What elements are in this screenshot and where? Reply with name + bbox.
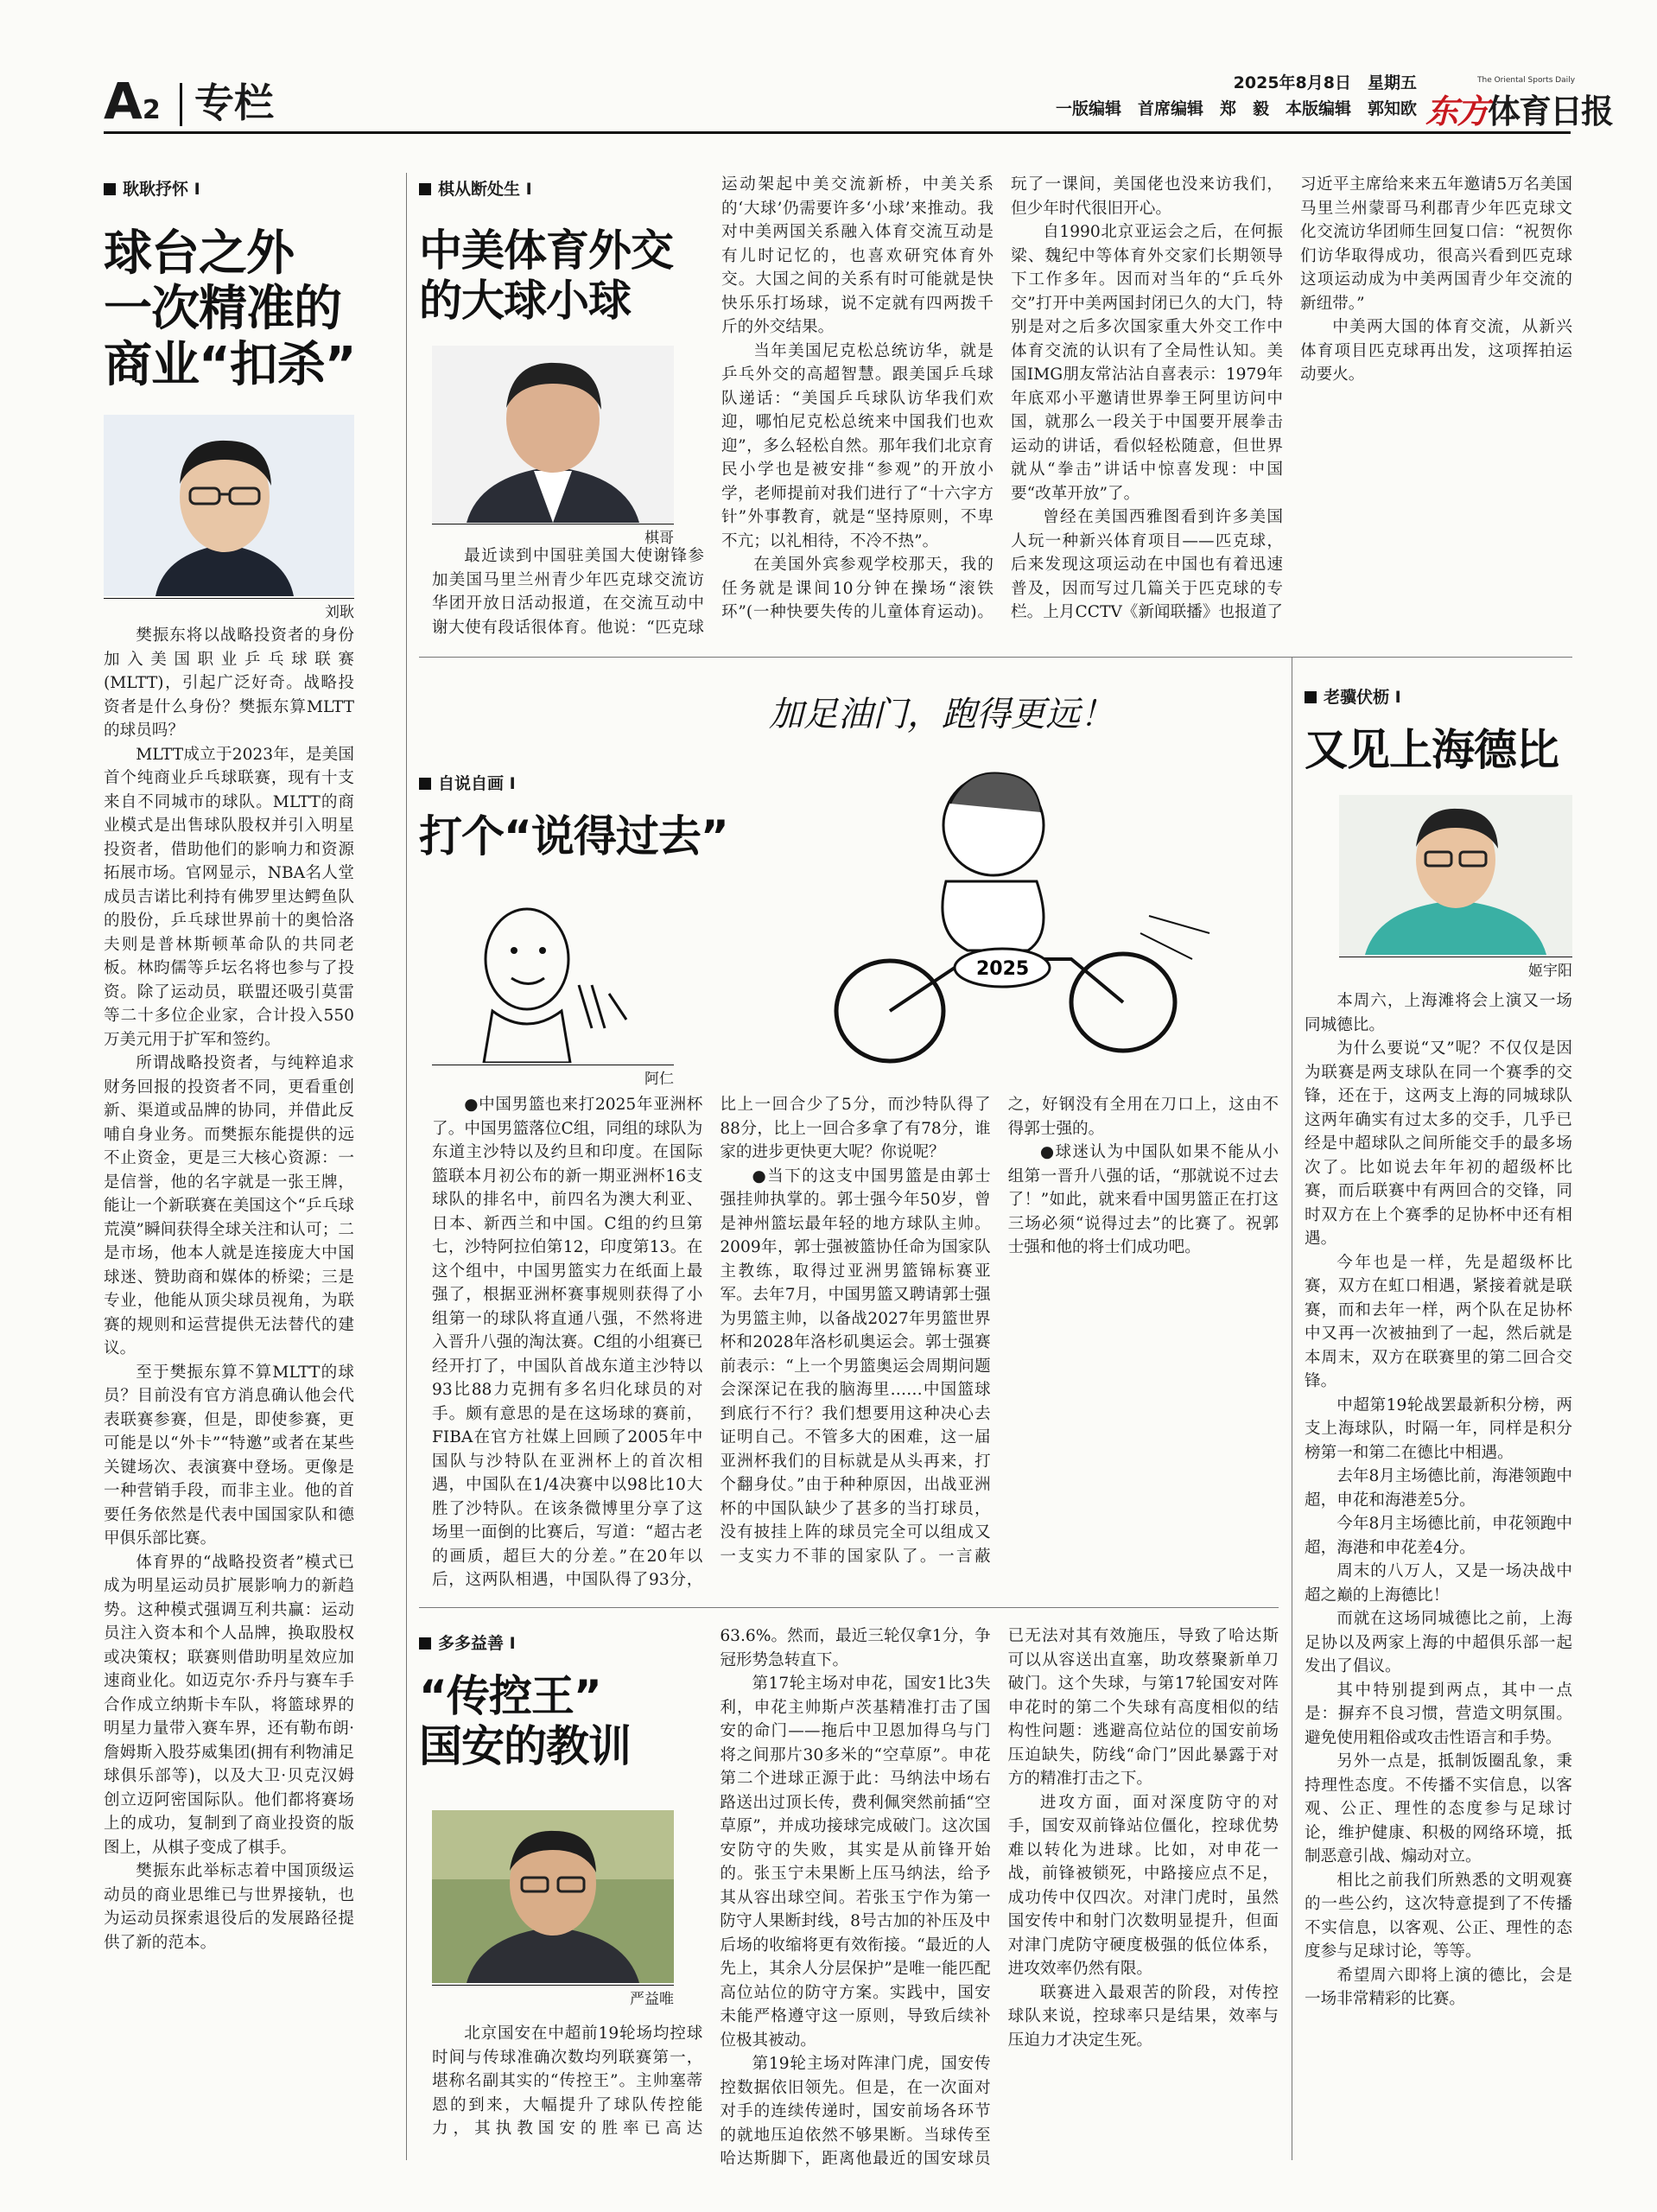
article-body	[1305, 989, 1572, 2012]
paragraph: 今年也是一样，先是超级杯比赛，双方在虹口相遇，紧接着就是联赛，而和去年一样，两个队在足协杯中又再一次被抽到了一起，然后就是本周末，双方在联赛里的第二回合交锋。	[1305, 1253, 1572, 1390]
author-photo	[104, 415, 354, 596]
column-tag: 老骥伏枥 I	[1305, 687, 1401, 708]
column-divider	[406, 173, 407, 2160]
column-tag: 多多益善 I	[419, 1633, 516, 1654]
paragraph: ●当下的这支中国男篮是由郭士强挂帅执掌的。郭士强今年50岁，曾是神州篮坛最年轻的地方球队主帅。2009年，郭士强被篮协任命为国家队主教练，取得过亚洲男篮锦标赛亚军。去年7月，中国男篮又聘请郭士强为男篮主帅，以备战2027年男篮世界杯和2028年洛杉矶奥运会。郭士强赛前表示：“上一个男篮奥运会周期问题会深深记在我的脑海里……中国篮球到底行不行？我们想要用这种决心去证明自己。不管多大的困难，这一届亚洲杯我们的目标就是从头再来，打个翻身仗。”由于种种原因，出战亚洲杯的中国队缺少了甚多的当打球员，没有披挂上阵的球员完全可以组成又一支实力不菲的国家队了。一言蔽之，好钢没有全用在刀口上，这由不得郭士强的。	[720, 1096, 1279, 1566]
header-rule	[104, 131, 1571, 134]
author-name: 姬宇阳	[1528, 963, 1572, 980]
paragraph: 为什么要说“又”呢？不仅仅是因为联赛是两支球队在同一个赛季的交锋，还在于，这两支上海的同城球队这两年确实有过太多的交手，几乎已经是中超球队之间所能交手的最多场次了。比如说去年年初的超级杯比赛，而后联赛中有两回合的交锋，同时双方在上个赛季的足协杯中还有相遇。	[1305, 1039, 1572, 1248]
paragraph: 去年8月主场德比前，海港领跑中超，申花和海港差5分。	[1305, 1467, 1572, 1510]
cartoon-plate: 2025	[976, 958, 1030, 980]
paragraph: 联赛进入最艰苦的阶段，对传控球队来说，控球率只是结果，效率与压迫力才决定生死。	[1007, 1983, 1279, 2050]
paragraph: 周末的八万人，又是一场决战中超之巅的上海德比！	[1305, 1562, 1572, 1605]
section-name: 专栏	[180, 83, 274, 126]
photo-rule	[104, 598, 354, 599]
column-tag: 棋从断处生 I	[419, 179, 532, 200]
column-tag: 耿耿抒怀 I	[104, 179, 200, 200]
article-body	[104, 624, 354, 1955]
paragraph: 希望周六即将上演的德比，会是一场非常精彩的比赛。	[1305, 1966, 1572, 2008]
cartoon-illustration	[743, 674, 1279, 1071]
paragraph: 而就在这场同城德比之前，上海足协以及两家上海的中超俱乐部一起发出了倡议。	[1305, 1610, 1572, 1675]
author-photo	[1339, 795, 1572, 955]
paragraph: 至于樊振东算不算MLTT的球员？目前没有官方消息确认他会代表联赛参赛，但是，即使参赛，更可能是以“外卡”“特邀”或者在某些关键场次、表演赛中登场。更像是一种营销手段，而非主业。他的首要任务依然是代表中国国家队和德甲俱乐部比赛。	[104, 1363, 354, 1548]
paragraph: 中超第19轮战罢最新积分榜，两支上海球队，时隔一年，同样是积分榜第一和第二在德比中相遇。	[1305, 1395, 1572, 1462]
author-name: 阿仁	[644, 1071, 674, 1088]
paragraph: 相比之前我们所熟悉的文明观赛的一些公约，这次特意提到了不传播不实信息，以客观、公正、理性的态度参与足球讨论，等等。	[1305, 1871, 1572, 1961]
article-body	[432, 1093, 1279, 1594]
paragraph: 在美国外宾参观学校那天，我的任务就是课间10分钟在操场“滚铁环”(一种快要失传的儿童体育运动)。玩了一课间，美国佬也没来访我们，但少年时代很旧开心。	[721, 175, 1283, 621]
author-caricature	[432, 890, 674, 1063]
paragraph: 第17轮主场对申花，国安1比3失利，申花主帅斯卢茨基精准打击了国安的命门——拖后中卫恩加得乌与门将之间那片30多米的“空草原”。申花第二个进球正源于此：马纳法中场右路送出过顶长传，费利佩突然前插“空草原”，并成功接球完成破门。这次国安防守的失败，其实是从前锋开始的。张玉宁未果断上压马纳法，给予其从容出球空间。若张玉宁作为第一防守人果断封线，8号古加的补压及中后场的收缩将更有效衔接。“最近的人先上，其余人分层保护”是唯一能匹配高位站位的防守方案。实践中，国安未能严格遵守这一原则，导致后续补位极其被动。	[720, 1675, 991, 2050]
article-title: 又见上海德比	[1305, 725, 1559, 775]
paragraph: 体育界的“战略投资者”模式已成为明星运动员扩展影响力的新趋势。这种模式强调互利共赢：运动员注入资本和个人品牌，换取股权或决策权；联赛则借助明星效应加速商业化。如迈克尔·乔丹与赛车手合作成立纳斯卡车队，将篮球界的明星力量带入赛车界，还有勒布朗·詹姆斯入股芬威集团(拥有利物浦足球俱乐部等)，以及大卫·贝克汉姆创立迈阿密国际队。他们都将赛场上的成功，复制到了商业投资的版图上，从棋子变成了棋手。	[104, 1553, 354, 1857]
paragraph: 自1990北京亚运会之后，在何振梁、魏纪中等体育外交家们长期领导下工作多年。因而对当年的“乒乓外交”打开中美两国封闭已久的大门，特别是对之后多次国家重大外交工作中体育交流的认识有了全局性认知。美国IMG朋友常沾沾自喜表示：1979年年底邓小平邀请世界拳王阿里访问中国，就那么一段关于中国要开展拳击运动的讲话，看似轻松随意，但世界就从“拳击”讲话中惊喜发现：中国要“改革开放”了。	[1011, 223, 1283, 503]
paragraph: 进攻方面，面对深度防守的对手，国安双前锋站位僵化，控球优势难以转化为进球。比如，对申花一战，前锋被锁死，中路接应点不足，成功传中仅四次。对津门虎时，虽然国安传中和射门次数明显提升，但面对津门虎防守硬度极强的低位体系，进攻效率仍然有限。	[1007, 1793, 1279, 1978]
title-spacer	[432, 1624, 702, 2022]
paragraph: 第19轮主场对阵津门虎，国安传控数据依旧领先。但是，在一次面对对手的连续传递时，国安前场各环节的就地压迫依然不够果断。当球传至哈达斯脚下，距离他最近的国安球员已无法对其有效施压，导致了哈达斯可以从容送出直塞，助攻蔡聚新单刀破门。这个失球，与第17轮国安对阵申花时的第二个失球有高度相似的结构性问题：逃避高位站位的国安前场压迫缺失，防线“命门”因此暴露于对方的精准打击之下。	[720, 1627, 1279, 2168]
paragraph: 今年8月主场德比前，申花领跑中超，海港和申花差4分。	[1305, 1515, 1572, 1557]
paragraph: 其中特别提到两点，其中一点是：摒弃不良习惯，营造文明氛围。避免使用粗俗或攻击性语言和手势。	[1305, 1681, 1572, 1747]
paragraph: 中美两大国的体育交流，从新兴体育项目匹克球再出发，这项挥拍运动要火。	[1300, 318, 1572, 384]
paragraph: 当年美国尼克松总统访华，就是乒乓外交的高超智慧。跟美国乒乓球队递话：“美国乒乓球队访华我们欢迎，哪怕尼克松总统来中国我们也欢迎”，多么轻松自然。那年我们北京育民小学也是被安排“参观”的开放小学，老师提前对我们进行了“十六字方针”外事教育，就是“坚持原则，不卑不亢；以礼相待，不冷不热”。	[721, 341, 994, 550]
paragraph: 曾经在美国西雅图看到许多美国人玩一种新兴体育项目——匹克球，后来发现这项运动在中国也有着迅速普及，因而写过几篇关于匹克球的专栏。上月CCTV《新闻联播》也报道了习近平主席给来来五年邀请5万名美国马里兰州蒙哥马利郡青少年匹克球文化交流访华团师生回复口信：“祝贺你们访华取得成功，很高兴看到匹克球这项运动成为中美两国青少年交流的新纽带。”	[1011, 175, 1572, 621]
column-tag: 自说自画 I	[419, 773, 516, 794]
author-name: 严益唯	[630, 1991, 674, 2008]
paragraph: 本周六，上海滩将会上演又一场同城德比。	[1305, 992, 1572, 1034]
author-name: 刘耿	[325, 604, 354, 621]
article-title: 球台之外 一次精准的 商业“扣杀”	[104, 226, 356, 393]
issue-date: 2025年8月8日 星期五	[1233, 73, 1417, 92]
paragraph: 另外一点是，抵制饭圈乱象，秉持理性态度。不传播不实信息，以客观、公正、理性的态度参与足球讨论，维护健康、积极的网络环境，抵制恶意引战、煽动对立。	[1305, 1752, 1572, 1866]
paragraph: ●球迷认为中国队如果不能从小组第一晋升八强的话，“那就说不过去了！”如此，就来看中国男篮正在打这三场必须“说得过去”的比赛了。祝郭士强和他的将士们成功吧。	[1007, 1143, 1279, 1256]
paragraph: 所谓战略投资者，与纯粹追求财务回报的投资者不同，更看重创新、渠道或品牌的协同，并借此反哺自身业务。而樊振东能提供的远不止资金，更是三大核心资源：一是信誉，他的名字就是一张王牌，能让一个新联赛在美国这个“乒乓球荒漠”瞬间获得全球关注和认可；二是市场，他本人就是连接庞大中国球迷、赞助商和媒体的桥梁；三是专业，他能从顶尖球员视角，为联赛的规则和运营提供无法替代的建议。	[104, 1054, 354, 1357]
paragraph: 北京国安在中超前19轮场均控球时间与传球准确次数均列联赛第一，堪称名副其实的“传控王”。主帅塞蒂恩的到来，大幅提升了球队传控能力，其执教国安的胜率已高达63.6%。然而，最近三轮仅拿1分，争冠形势急转直下。	[432, 1627, 991, 2138]
article-title: “传控王” 国安的教训	[419, 1671, 631, 1771]
article-title: 中美体育外交 的大球小球	[419, 226, 673, 326]
article-body	[432, 1624, 1279, 2177]
section-divider	[419, 657, 1572, 658]
article-title: 打个“说得过去”	[419, 811, 728, 861]
paragraph: 樊振东将以战略投资者的身份加入美国职业乒乓球联赛(MLTT)，引起广泛好奇。战略投资者是什么身份？樊振东算MLTT的球员吗？	[104, 626, 354, 740]
paragraph: ●中国男篮也来打2025年亚洲杯了。中国男篮落位C组，同组的球队为东道主沙特以及约旦和印度。在国际篮联本月初公布的新一期亚洲杯16支球队的排名中，前四名为澳大利亚、日本、新西兰和中国。C组的约旦第七，沙特阿拉伯第12，印度第13。在这个组中，中国男篮实力在纸面上最强了，根据亚洲杯赛事规则获得了小组第一的球队将直通八强，不然将进入晋升八强的淘汰赛。C组的小组赛已经开打了，中国队首战东道主沙特以93比88力克拥有多名归化球员的对手。颇有意思的是在这场球的赛前，FIBA在官方社媒上回顾了2005年中国队与沙特队在亚洲杯上的首次相遇，中国队在1/4决赛中以98比10大胜了沙特队。在该条微博里分享了这场里一面倒的比赛后，写道：“超古老的画质，超巨大的分差。”在20年以后，这两队相遇，中国队得了93分，比上一回合少了5分，而沙特队得了88分，比上一回合多拿了有78分，谁家的进步更快更大呢？你说呢？	[432, 1096, 991, 1589]
editor-credits: 一版编辑 首席编辑 郑 毅 本版编辑 郭知欧	[1055, 99, 1417, 118]
article-body	[432, 173, 1572, 639]
paragraph: 樊振东此举标志着中国顶级运动员的商业思维已与世界接轨，也为运动员探索退役后的发展路径提供了新的范本。	[104, 1862, 354, 1952]
author-name: 棋哥	[644, 530, 674, 547]
paragraph: 最近读到中国驻美国大使谢锋参加美国马里兰州青少年匹克球交流访华团开放日活动报道，在交流互动中谢大使有段话很体育。他说：“匹克球运动架起中美交流新桥，中美关系的‘大球’仍需要许多‘小球’来推动。我对中美两国关系融入体育交流互动是有儿时记忆的，也喜欢研究体育外交。大国之间的关系有时可能就是快快乐乐打场球，说不定就有四两拨千斤的外交结果。	[432, 175, 994, 637]
title-spacer	[432, 173, 704, 544]
section-divider	[419, 1607, 1279, 1608]
cartoon-caption: 加足油门，跑得更远！	[769, 695, 1114, 734]
newspaper-logo: The Oriental Sports Daily 东方体育日报	[1425, 76, 1613, 130]
page-number: A2	[104, 72, 159, 130]
paragraph: MLTT成立于2023年，是美国首个纯商业乒乓球联赛，现有十支来自不同城市的球队。MLTT的商业模式是出售球队股权并引入明星投资者，借助他们的影响力和资源拓展市场。官网显示，NBA名人堂成员吉诺比利持有佛罗里达鳄鱼队的股份，乒乓球世界前十的奥恰洛夫则是普林斯顿革命队的共同老板。林昀儒等乒坛名将也参与了投资。除了运动员，联盟还吸引莫雷等二十多位企业家，合计投入550万美元用于扩军和签约。	[104, 745, 354, 1049]
